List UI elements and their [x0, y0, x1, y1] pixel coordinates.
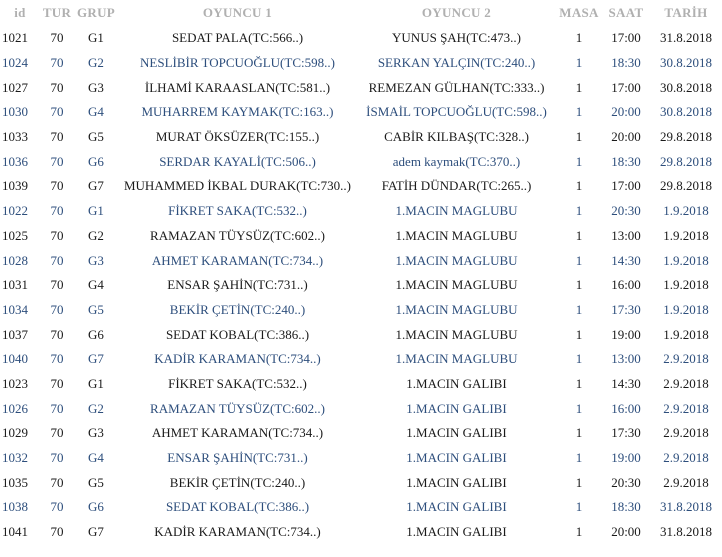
cell-id: 1040: [2, 351, 28, 367]
cell-id: 1029: [2, 425, 28, 441]
cell-oyuncu1: FİKRET SAKA(TC:532..): [168, 375, 307, 391]
cell-tur: 70: [50, 400, 64, 416]
cell-id: 1023: [2, 375, 28, 391]
cell-tur: 70: [50, 277, 64, 293]
cell-grup: G7: [88, 351, 104, 367]
table-row: [0, 248, 722, 273]
cell-tur: 70: [50, 524, 64, 540]
cell-tarih: 2.9.2018: [663, 351, 709, 367]
cell-saat: 14:30: [611, 375, 641, 391]
cell-grup: G6: [88, 326, 104, 342]
cell-grup: G1: [88, 30, 104, 46]
cell-oyuncu2: CABİR KILBAŞ(TC:328..): [384, 129, 529, 145]
cell-id: 1034: [2, 301, 28, 317]
cell-id: 1021: [2, 30, 28, 46]
header-grup: GRUP: [76, 5, 116, 20]
cell-oyuncu2: SERKAN YALÇIN(TC:240..): [377, 55, 536, 71]
cell-tarih: 29.8.2018: [660, 129, 712, 145]
cell-id: 1039: [2, 178, 28, 194]
table-row: [0, 224, 722, 249]
cell-tarih: 31.8.2018: [660, 524, 712, 540]
cell-grup: G4: [88, 450, 104, 466]
header-tarih: TARİH: [664, 5, 708, 20]
cell-oyuncu1: KADİR KARAMAN(TC:734..): [154, 524, 321, 540]
cell-oyuncu1: ENSAR ŞAHİN(TC:731..): [167, 450, 308, 466]
cell-oyuncu1: NESLİBİR TOPCUOĞLU(TC:598..): [140, 55, 335, 71]
cell-tarih: 29.8.2018: [660, 178, 712, 194]
cell-tarih: 1.9.2018: [663, 203, 709, 219]
cell-masa: 1: [575, 153, 583, 169]
table-row: [0, 520, 722, 545]
cell-grup: G1: [88, 203, 104, 219]
table-row: [0, 446, 722, 471]
cell-id: 1027: [2, 79, 28, 95]
cell-saat: 18:30: [611, 55, 641, 71]
cell-oyuncu1: KADİR KARAMAN(TC:734..): [154, 351, 321, 367]
table-row: [0, 26, 722, 51]
cell-grup: G3: [88, 425, 104, 441]
table-body: [0, 26, 722, 544]
cell-oyuncu2: YUNUS ŞAH(TC:473..): [392, 30, 521, 46]
cell-saat: 17:30: [611, 425, 641, 441]
cell-saat: 20:00: [611, 524, 641, 540]
cell-tur: 70: [50, 375, 64, 391]
table-row: [0, 149, 722, 174]
cell-grup: G5: [88, 301, 104, 317]
cell-tarih: 2.9.2018: [663, 375, 709, 391]
cell-saat: 20:00: [611, 104, 641, 120]
cell-tur: 70: [50, 450, 64, 466]
cell-oyuncu2: 1.MACIN MAGLUBU: [395, 301, 518, 317]
cell-masa: 1: [575, 227, 583, 243]
cell-oyuncu2: REMEZAN GÜLHAN(TC:333..): [368, 79, 545, 95]
cell-oyuncu2: 1.MACIN GALIBI: [406, 524, 507, 540]
cell-grup: G7: [88, 524, 104, 540]
cell-id: 1033: [2, 129, 28, 145]
cell-grup: G6: [88, 153, 104, 169]
cell-oyuncu1: RAMAZAN TÜYSÜZ(TC:602..): [150, 400, 325, 416]
cell-saat: 16:00: [611, 277, 641, 293]
header-tur: TUR: [42, 5, 72, 20]
cell-tur: 70: [50, 104, 64, 120]
table-row: [0, 75, 722, 100]
cell-saat: 20:30: [611, 474, 641, 490]
cell-saat: 18:30: [611, 153, 641, 169]
cell-tarih: 30.8.2018: [660, 104, 712, 120]
cell-tarih: 2.9.2018: [663, 450, 709, 466]
cell-id: 1024: [2, 55, 28, 71]
table-row: [0, 273, 722, 298]
cell-grup: G3: [88, 79, 104, 95]
cell-grup: G3: [88, 252, 104, 268]
cell-tarih: 1.9.2018: [663, 301, 709, 317]
cell-id: 1038: [2, 499, 28, 515]
cell-oyuncu1: SEDAT KOBAL(TC:386..): [165, 499, 310, 515]
cell-oyuncu1: SERDAR KAYALİ(TC:506..): [159, 153, 316, 169]
cell-tarih: 30.8.2018: [660, 79, 712, 95]
cell-grup: G2: [88, 400, 104, 416]
cell-tur: 70: [50, 326, 64, 342]
cell-tarih: 29.8.2018: [660, 153, 712, 169]
cell-masa: 1: [575, 326, 583, 342]
header-id: id: [14, 5, 26, 20]
cell-saat: 20:30: [611, 203, 641, 219]
cell-tur: 70: [50, 301, 64, 317]
cell-tarih: 1.9.2018: [663, 252, 709, 268]
table-row: [0, 100, 722, 125]
cell-tur: 70: [50, 55, 64, 71]
cell-masa: 1: [575, 79, 583, 95]
cell-saat: 14:30: [611, 252, 641, 268]
table-row: [0, 470, 722, 495]
cell-masa: 1: [575, 375, 583, 391]
cell-oyuncu1: SEDAT KOBAL(TC:386..): [165, 326, 310, 342]
cell-tur: 70: [50, 425, 64, 441]
cell-oyuncu1: MUHARREM KAYMAK(TC:163..): [141, 104, 334, 120]
cell-tarih: 31.8.2018: [660, 30, 712, 46]
cell-masa: 1: [575, 252, 583, 268]
header-masa: MASA: [559, 5, 599, 20]
cell-id: 1028: [2, 252, 28, 268]
cell-grup: G5: [88, 129, 104, 145]
cell-tur: 70: [50, 203, 64, 219]
cell-tur: 70: [50, 79, 64, 95]
cell-tarih: 1.9.2018: [663, 277, 709, 293]
cell-oyuncu2: 1.MACIN GALIBI: [406, 474, 507, 490]
cell-oyuncu1: FİKRET SAKA(TC:532..): [168, 203, 307, 219]
table-row: [0, 421, 722, 446]
table-row: [0, 199, 722, 224]
cell-oyuncu2: 1.MACIN MAGLUBU: [395, 227, 518, 243]
cell-tur: 70: [50, 227, 64, 243]
cell-masa: 1: [575, 499, 583, 515]
header-oyuncu1: OYUNCU 1: [202, 5, 273, 20]
cell-oyuncu2: adem kaymak(TC:370..): [392, 153, 521, 169]
cell-grup: G2: [88, 55, 104, 71]
cell-saat: 17:00: [611, 79, 641, 95]
cell-tarih: 2.9.2018: [663, 425, 709, 441]
cell-id: 1025: [2, 227, 28, 243]
cell-saat: 19:00: [611, 326, 641, 342]
cell-tarih: 2.9.2018: [663, 400, 709, 416]
cell-oyuncu1: AHMET KARAMAN(TC:734..): [151, 425, 324, 441]
cell-masa: 1: [575, 524, 583, 540]
cell-tur: 70: [50, 252, 64, 268]
table-row: [0, 174, 722, 199]
cell-masa: 1: [575, 474, 583, 490]
cell-tur: 70: [50, 153, 64, 169]
cell-tur: 70: [50, 129, 64, 145]
cell-oyuncu2: 1.MACIN MAGLUBU: [395, 252, 518, 268]
cell-oyuncu2: 1.MACIN MAGLUBU: [395, 326, 518, 342]
cell-id: 1026: [2, 400, 28, 416]
table-row: [0, 125, 722, 150]
cell-id: 1022: [2, 203, 28, 219]
cell-saat: 17:00: [611, 30, 641, 46]
cell-oyuncu2: 1.MACIN MAGLUBU: [395, 277, 518, 293]
cell-id: 1032: [2, 450, 28, 466]
cell-masa: 1: [575, 425, 583, 441]
cell-masa: 1: [575, 400, 583, 416]
cell-grup: G7: [88, 178, 104, 194]
table-row: [0, 298, 722, 323]
cell-oyuncu2: 1.MACIN MAGLUBU: [395, 203, 518, 219]
cell-saat: 17:00: [611, 178, 641, 194]
cell-oyuncu1: SEDAT PALA(TC:566..): [171, 30, 304, 46]
cell-grup: G6: [88, 499, 104, 515]
table-header-row: [0, 0, 722, 26]
cell-oyuncu1: MUHAMMED İKBAL DURAK(TC:730..): [123, 178, 351, 194]
cell-oyuncu2: 1.MACIN GALIBI: [406, 450, 507, 466]
cell-oyuncu1: BEKİR ÇETİN(TC:240..): [169, 301, 306, 317]
cell-tarih: 2.9.2018: [663, 474, 709, 490]
cell-oyuncu1: AHMET KARAMAN(TC:734..): [151, 252, 324, 268]
table-row: [0, 51, 722, 76]
cell-grup: G1: [88, 375, 104, 391]
cell-tur: 70: [50, 499, 64, 515]
cell-id: 1041: [2, 524, 28, 540]
cell-masa: 1: [575, 301, 583, 317]
cell-masa: 1: [575, 178, 583, 194]
cell-tur: 70: [50, 351, 64, 367]
cell-id: 1030: [2, 104, 28, 120]
cell-oyuncu1: İLHAMİ KARAASLAN(TC:581..): [144, 79, 331, 95]
cell-oyuncu1: ENSAR ŞAHİN(TC:731..): [167, 277, 308, 293]
cell-oyuncu2: İSMAİL TOPCUOĞLU(TC:598..): [366, 104, 547, 120]
cell-masa: 1: [575, 277, 583, 293]
cell-tarih: 1.9.2018: [663, 227, 709, 243]
cell-oyuncu1: RAMAZAN TÜYSÜZ(TC:602..): [150, 227, 325, 243]
cell-grup: G4: [88, 104, 104, 120]
cell-masa: 1: [575, 450, 583, 466]
cell-id: 1036: [2, 153, 28, 169]
cell-saat: 17:30: [611, 301, 641, 317]
cell-id: 1031: [2, 277, 28, 293]
cell-oyuncu1: BEKİR ÇETİN(TC:240..): [169, 474, 306, 490]
cell-id: 1037: [2, 326, 28, 342]
table-row: [0, 495, 722, 520]
cell-id: 1035: [2, 474, 28, 490]
cell-oyuncu2: 1.MACIN GALIBI: [406, 400, 507, 416]
cell-saat: 20:00: [611, 129, 641, 145]
cell-masa: 1: [575, 129, 583, 145]
cell-tarih: 1.9.2018: [663, 326, 709, 342]
cell-masa: 1: [575, 55, 583, 71]
header-saat: SAAT: [608, 5, 644, 20]
table-row: [0, 396, 722, 421]
table-row: [0, 372, 722, 397]
cell-oyuncu2: 1.MACIN GALIBI: [406, 499, 507, 515]
cell-saat: 19:00: [611, 450, 641, 466]
cell-saat: 16:00: [611, 400, 641, 416]
cell-tur: 70: [50, 178, 64, 194]
cell-oyuncu1: MURAT ÖKSÜZER(TC:155..): [155, 129, 320, 145]
header-oyuncu2: OYUNCU 2: [421, 5, 492, 20]
cell-grup: G4: [88, 277, 104, 293]
cell-oyuncu2: 1.MACIN MAGLUBU: [395, 351, 518, 367]
cell-grup: G2: [88, 227, 104, 243]
cell-oyuncu2: FATİH DÜNDAR(TC:265..): [381, 178, 532, 194]
cell-saat: 13:00: [611, 351, 641, 367]
cell-oyuncu2: 1.MACIN GALIBI: [406, 375, 507, 391]
cell-grup: G5: [88, 474, 104, 490]
cell-saat: 13:00: [611, 227, 641, 243]
cell-tur: 70: [50, 30, 64, 46]
cell-masa: 1: [575, 351, 583, 367]
cell-tarih: 31.8.2018: [660, 499, 712, 515]
cell-saat: 18:30: [611, 499, 641, 515]
cell-masa: 1: [575, 30, 583, 46]
cell-tur: 70: [50, 474, 64, 490]
table-row: [0, 347, 722, 372]
cell-tarih: 30.8.2018: [660, 55, 712, 71]
cell-masa: 1: [575, 104, 583, 120]
cell-oyuncu2: 1.MACIN GALIBI: [406, 425, 507, 441]
cell-masa: 1: [575, 203, 583, 219]
table-row: [0, 322, 722, 347]
